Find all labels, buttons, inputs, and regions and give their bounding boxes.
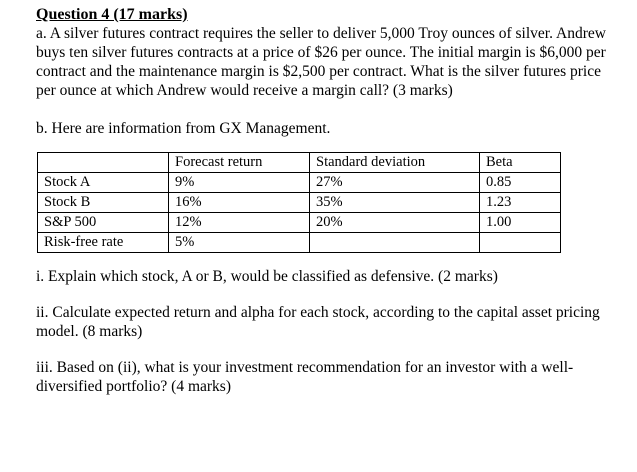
table-row — [38, 173, 561, 193]
table-cell: S&P 500 — [38, 213, 169, 233]
table-header-cell — [38, 153, 169, 173]
table-row — [38, 233, 561, 253]
table-row — [38, 193, 561, 213]
table-header-cell: Beta — [480, 153, 561, 173]
sub-question-i: i. Explain which stock, A or B, would be classified as defensive. (2 marks) — [36, 268, 498, 285]
table-cell: 16% — [169, 193, 310, 213]
table-cell: 1.23 — [480, 193, 561, 213]
table-cell: 20% — [310, 213, 480, 233]
table-cell — [480, 233, 561, 253]
part-a-text: a. A silver futures contract requires the seller to deliver 5,000 Troy ounces of silver. Andrew buys ten silver futures contracts at a price of $26 per ounce. The initial margin is $6,000 per contract and the maintenance margin is $2,500 per contract. What is the silver futures price per ounce at which Andrew would receive a margin call? (3 marks) — [36, 25, 606, 99]
document-page — [36, 5, 611, 396]
table-row — [38, 213, 561, 233]
table-cell: 1.00 — [480, 213, 561, 233]
table-header-cell: Forecast return — [169, 153, 310, 173]
sub-question-ii: ii. Calculate expected return and alpha for each stock, according to the capital asset pricing model. (8 marks) — [36, 304, 600, 340]
table-cell: Stock B — [38, 193, 169, 213]
table-cell: 0.85 — [480, 173, 561, 193]
table-cell: 12% — [169, 213, 310, 233]
table-cell: 27% — [310, 173, 480, 193]
table-header-row — [38, 153, 561, 173]
question-title: Question 4 (17 marks) — [36, 6, 188, 23]
part-b-intro: b. Here are information from GX Management. — [36, 120, 331, 137]
table-cell: Risk-free rate — [38, 233, 169, 253]
stock-data-table — [37, 152, 561, 253]
table-cell: 35% — [310, 193, 480, 213]
table-header-cell: Standard deviation — [310, 153, 480, 173]
table-cell: 9% — [169, 173, 310, 193]
table-cell: 5% — [169, 233, 310, 253]
sub-question-iii: iii. Based on (ii), what is your investment recommendation for an investor with a well-diversified portfolio? (4 marks) — [36, 359, 574, 395]
table-cell: Stock A — [38, 173, 169, 193]
table-cell — [310, 233, 480, 253]
